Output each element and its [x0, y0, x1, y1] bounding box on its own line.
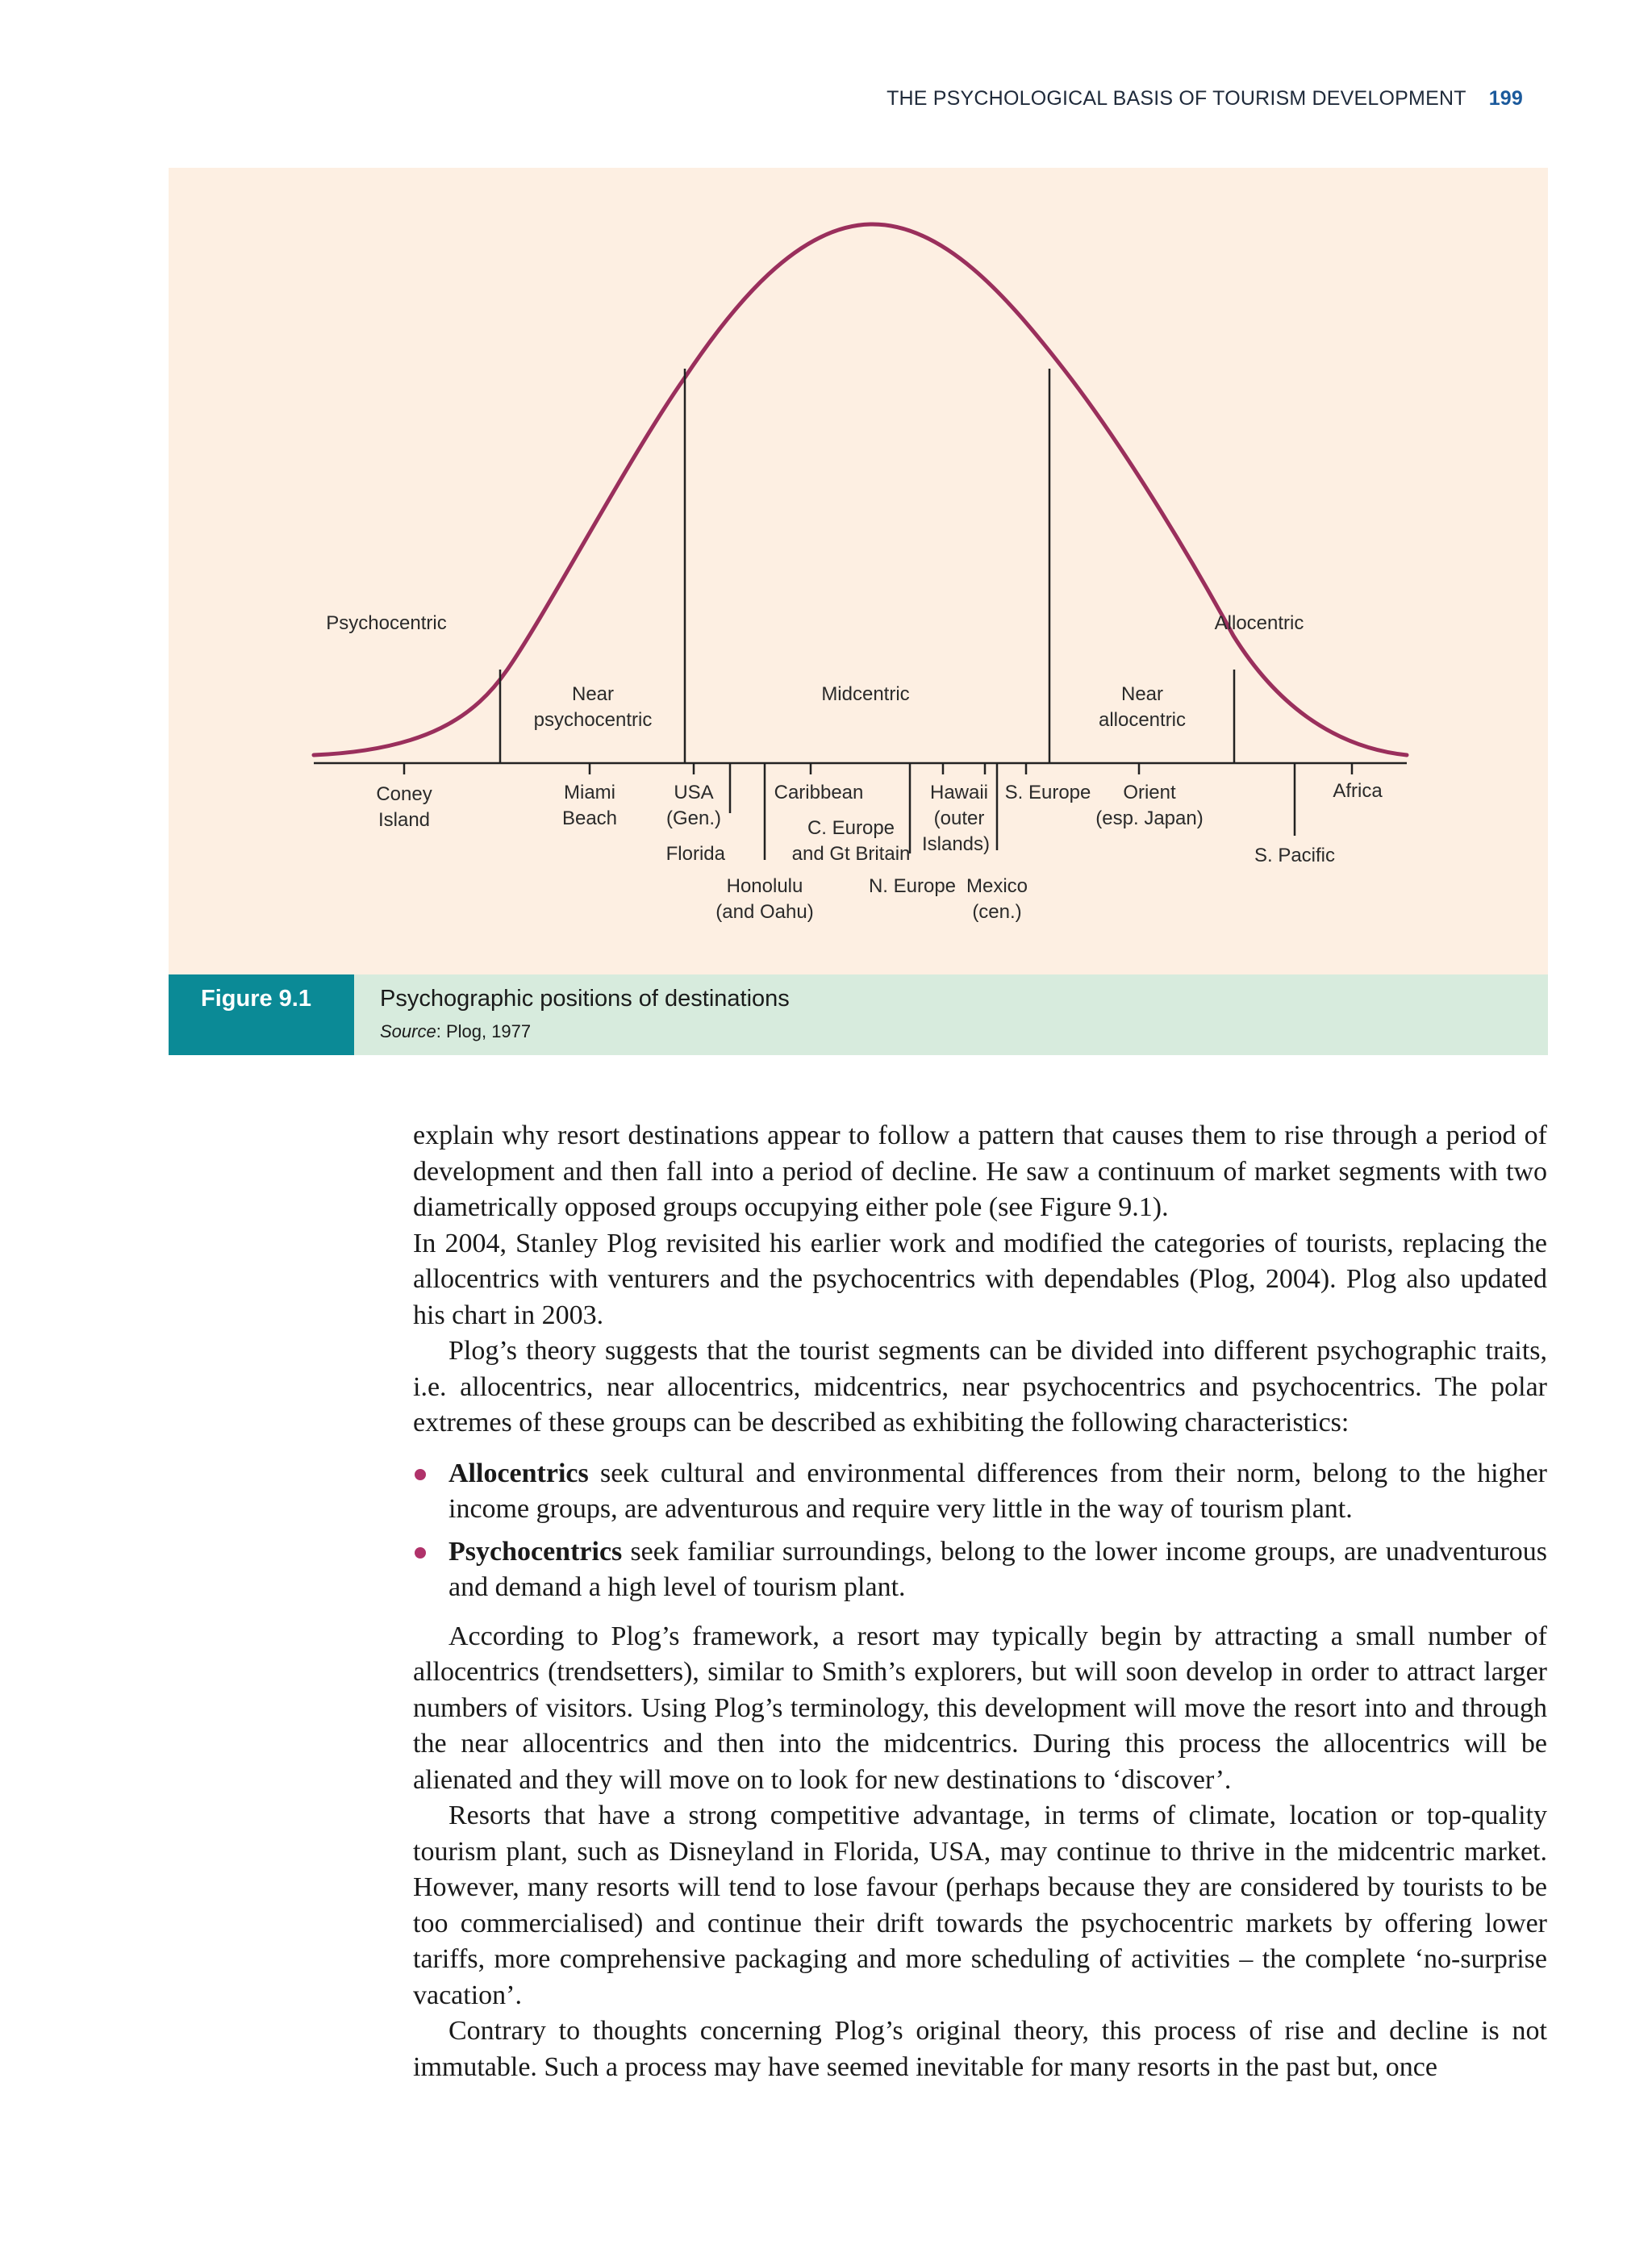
figure-caption	[169, 974, 1548, 1055]
bullet-icon	[415, 1547, 426, 1559]
destination-labels	[376, 780, 1383, 923]
dest-hawaii-3: Islands)	[921, 833, 991, 855]
dest-honolulu-2: (and Oahu)	[715, 901, 814, 923]
segment-labels	[326, 612, 1304, 731]
label-psychocentric: Psychocentric	[326, 612, 447, 634]
label-near-psycho-1: Near	[571, 683, 615, 705]
dest-miami-2: Beach	[561, 807, 618, 829]
dest-coney-2: Island	[378, 809, 431, 831]
dest-florida: Florida	[665, 843, 725, 865]
dest-neurope: N. Europe	[868, 875, 957, 897]
source-prefix: Source	[380, 1021, 436, 1041]
dest-usa-2: (Gen.)	[665, 807, 722, 829]
caption-tab	[169, 974, 354, 1055]
dest-seurope: S. Europe	[1004, 782, 1091, 803]
figure-panel	[169, 168, 1548, 974]
label-near-psycho-2: psychocentric	[533, 709, 653, 731]
paragraph-2: In 2004, Stanley Plog revisited his earlier work and modified the categories of tourists, replacing the allocentrics with venturers and the psychocentrics with dependables (Plog, 2004). Plog also updated his chart in 2003.	[413, 1228, 1547, 1330]
dest-ceurope-1: C. Europe	[807, 817, 895, 839]
characteristics-list	[413, 1456, 1547, 1606]
dest-mexico-1: Mexico	[966, 875, 1028, 897]
paragraph-5: Resorts that have a strong competitive advantage, in terms of climate, location or top-quality tourism plant, such as Disneyland in Florida, USA, may continue to thrive in the midcentric market. However, many resorts will tend to lose favour (perhaps because they are considered by tourists to be too commercialised) and continue their drift towards the psychocentric markets by offering lower tariffs, more comprehensive packaging and more scheduling of activities – the complete ‘no-surprise vacation’.	[413, 1801, 1547, 2010]
dest-caribbean: Caribbean	[774, 782, 864, 803]
label-near-allo-2: allocentric	[1098, 709, 1187, 731]
dest-hawaii-2: (outer	[933, 807, 985, 829]
list-item-psychocentrics	[413, 1534, 1547, 1606]
caption-source	[380, 1021, 531, 1042]
page-number: 199	[1488, 87, 1523, 110]
dest-spacific: S. Pacific	[1254, 845, 1336, 866]
caption-title: Psychographic positions of destinations	[380, 986, 790, 1012]
dest-honolulu-1: Honolulu	[726, 875, 803, 897]
dest-ceurope-2: and Gt Britain	[791, 843, 911, 865]
desc-psychocentrics: seek familiar surroundings, belong to the lower income groups, are unadventurous and demand a high level of tourism plant.	[448, 1536, 1547, 1602]
paragraph-6: Contrary to thoughts concerning Plog’s original theory, this process of rise and decline is not immutable. Such a process may have seemed inevitable for many resorts in the past but, once	[413, 2016, 1547, 2082]
dest-hawaii-1: Hawaii	[929, 782, 989, 803]
source-citation: : Plog, 1977	[436, 1021, 532, 1041]
paragraph-4: According to Plog’s framework, a resort may typically begin by attracting a small number of allocentrics (trendsetters), similar to Smith’s explorers, but will soon develop in order to attract larger numbers of visitors. Using Plog’s terminology, this development will move the resort into and through the near allocentrics and then into the midcentrics. During this process the allocentrics will be alienated and they will move on to look for new destinations to ‘discover’.	[413, 1621, 1547, 1795]
bell-curve	[314, 224, 1407, 755]
dest-africa: Africa	[1333, 780, 1383, 802]
desc-allocentrics: seek cultural and environmental differences from their norm, belong to the higher income groups, are adventurous and require very little in the way of tourism plant.	[448, 1458, 1547, 1524]
dest-mexico-2: (cen.)	[972, 901, 1022, 923]
term-allocentrics: Allocentrics	[448, 1458, 589, 1488]
list-item-allocentrics	[413, 1456, 1547, 1528]
dest-usa-1: USA	[674, 782, 714, 803]
paragraph-1: explain why resort destinations appear to follow a pattern that causes them to rise through a period of development and then fall into a period of decline. He saw a continuum of market segments with two diametrically opposed groups occupying either pole (see Figure 9.1).	[413, 1120, 1547, 1222]
dest-coney-1: Coney	[376, 783, 432, 805]
running-header	[886, 87, 1523, 111]
running-title: THE PSYCHOLOGICAL BASIS OF TOURISM DEVELOPMENT	[886, 87, 1466, 110]
label-near-allo-1: Near	[1120, 683, 1164, 705]
bullet-icon	[415, 1469, 426, 1480]
psychographic-diagram	[169, 168, 1548, 974]
figure-number: Figure 9.1	[201, 986, 311, 1012]
term-psychocentrics: Psychocentrics	[448, 1536, 623, 1567]
dest-orient-1: Orient	[1123, 782, 1176, 803]
dest-miami-1: Miami	[564, 782, 615, 803]
label-allocentric: Allocentric	[1214, 612, 1304, 634]
body-text	[413, 1118, 1547, 2085]
label-midcentric: Midcentric	[821, 683, 910, 705]
dest-orient-2: (esp. Japan)	[1095, 807, 1204, 829]
paragraph-3: Plog’s theory suggests that the tourist segments can be divided into different psychographic traits, i.e. allocentrics, near allocentrics, midcentrics, near psychocentrics and psychocentrics. The polar extremes of these groups can be described as exhibiting the following characteristics:	[413, 1336, 1547, 1438]
